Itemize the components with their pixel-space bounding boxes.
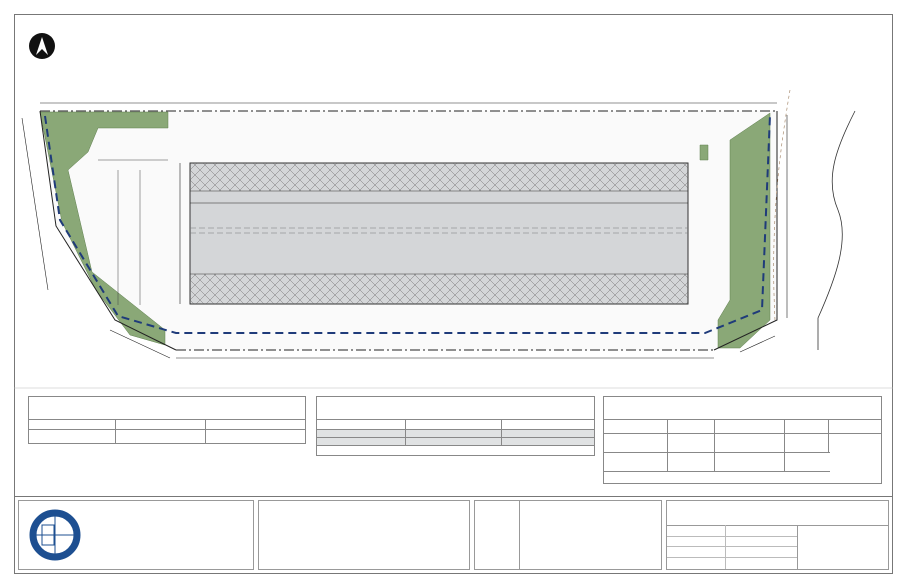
north-arrow-icon: [29, 33, 55, 59]
address-panel: [474, 500, 662, 570]
creek-line: [818, 111, 855, 350]
building-area-title: [317, 397, 594, 420]
site-coverage-table: [28, 396, 306, 444]
site-coverage-title: [29, 397, 305, 420]
orion-logo-icon: [25, 505, 85, 565]
building-footprint: [190, 163, 688, 304]
logo-panel: [18, 500, 254, 570]
project-panel: [258, 500, 470, 570]
parking-title: [604, 397, 881, 420]
parking-stalls-table: [603, 396, 882, 484]
sheet-panel: [666, 500, 889, 570]
building-area-table: [316, 396, 595, 456]
